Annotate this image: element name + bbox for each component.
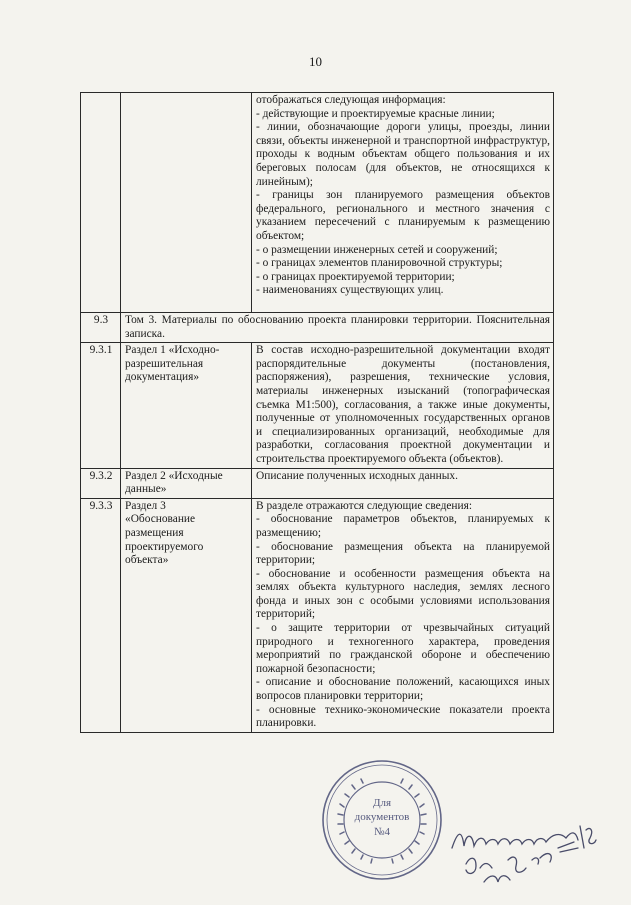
list-item: отображаться следующая информация: [256, 94, 446, 106]
list-item: - обоснование размещения объекта на планируемой территории; [256, 540, 550, 567]
list-item: - обоснование и особенности размещения объекта на землях объекта культурного наследия, землях лесного фонда и иных зон с особыми условиями использования территорий; [256, 567, 550, 621]
table-row-continuation [81, 93, 554, 313]
row-text: Том 3. Материалы по обоснованию проекта планировки территории. Пояснительная записка. [121, 313, 554, 343]
cell-empty-num [81, 93, 121, 313]
stamp-line: документов [354, 811, 410, 823]
list-item: - основные технико-экономические показатели проекта планировки. [256, 703, 550, 730]
row-text: В состав исходно-разрешительной документации входят распорядительные документы (постановления, распоряжения), разрешения, технические условия, материалы инженерных изысканий (топографическая съемка М1:500), согласования, а также иные документы, полученные от уполномоченных государственных органов и специализированных организаций, необходимые для разработки, согласования проектной документации и строительства проектируемого объекта (объектов). [252, 343, 554, 468]
list-item: - о защите территории от чрезвычайных ситуаций природного и техногенного характера, проведения мероприятий по гражданской обороне и обеспечению пожарной безопасности; [256, 622, 550, 675]
list-item: - обоснование параметров объектов, планируемых к размещению; [256, 513, 550, 539]
handwritten-signature [448, 808, 598, 888]
row-title [121, 498, 252, 732]
row-title: Раздел 2 «Исходные данные» [121, 468, 252, 498]
row-number: 9.3 [81, 313, 121, 343]
page-number: 10 [309, 54, 322, 69]
document-table [80, 92, 554, 733]
list-item: - о размещении инженерных сетей и сооружений; [256, 243, 498, 256]
row-title-line: «Обоснование [125, 513, 196, 526]
list-item: - линии, обозначающие дороги улицы, проезды, линии связи, объекты инженерной и транспортной инфраструктур, проходы к водным объектам общего пользования и их береговых полосам (для объектов, не относящихся к линейным); [256, 121, 550, 188]
list-item: - наименованиях существующих улиц. [256, 284, 444, 297]
cell-empty-title [121, 93, 252, 313]
table-row-9-3-2 [81, 468, 554, 498]
row-text: Описание полученных исходных данных. [252, 468, 554, 498]
row-number: 9.3.2 [81, 468, 121, 498]
row-number: 9.3.1 [81, 343, 121, 468]
row-title: Раздел 1 «Исходно-разрешительная документация» [121, 343, 252, 468]
row-title-line: размещения [125, 526, 184, 539]
row-title-line: Раздел 3 [125, 499, 166, 512]
row-title-line: проектируемого [125, 540, 204, 553]
stamp-line: №4 [374, 826, 390, 838]
row-title-line: объекта» [125, 554, 169, 567]
round-seal-stamp [320, 758, 444, 882]
list-item: В разделе отражаются следующие сведения: [256, 499, 473, 512]
table-row-9-3-1 [81, 343, 554, 468]
list-item: - о границах элементов планировочной структуры; [256, 257, 503, 270]
list-item: - границы зон планируемого размещения объектов федерального, регионального и местного значения с указанием пересечений с планируемым к размещению объектом; [256, 189, 550, 242]
list-item: - описание и обоснование положений, касающихся иных вопросов планировки территории; [256, 676, 550, 703]
row-text [252, 498, 554, 732]
table-row-9-3 [81, 313, 554, 343]
row-number: 9.3.3 [81, 498, 121, 732]
list-item: - о границах проектируемой территории; [256, 270, 455, 283]
cell-continuation-text [252, 93, 554, 313]
table-row-9-3-3 [81, 498, 554, 732]
list-item: - действующие и проектируемые красные линии; [256, 107, 495, 120]
stamp-line: Для [372, 797, 392, 809]
